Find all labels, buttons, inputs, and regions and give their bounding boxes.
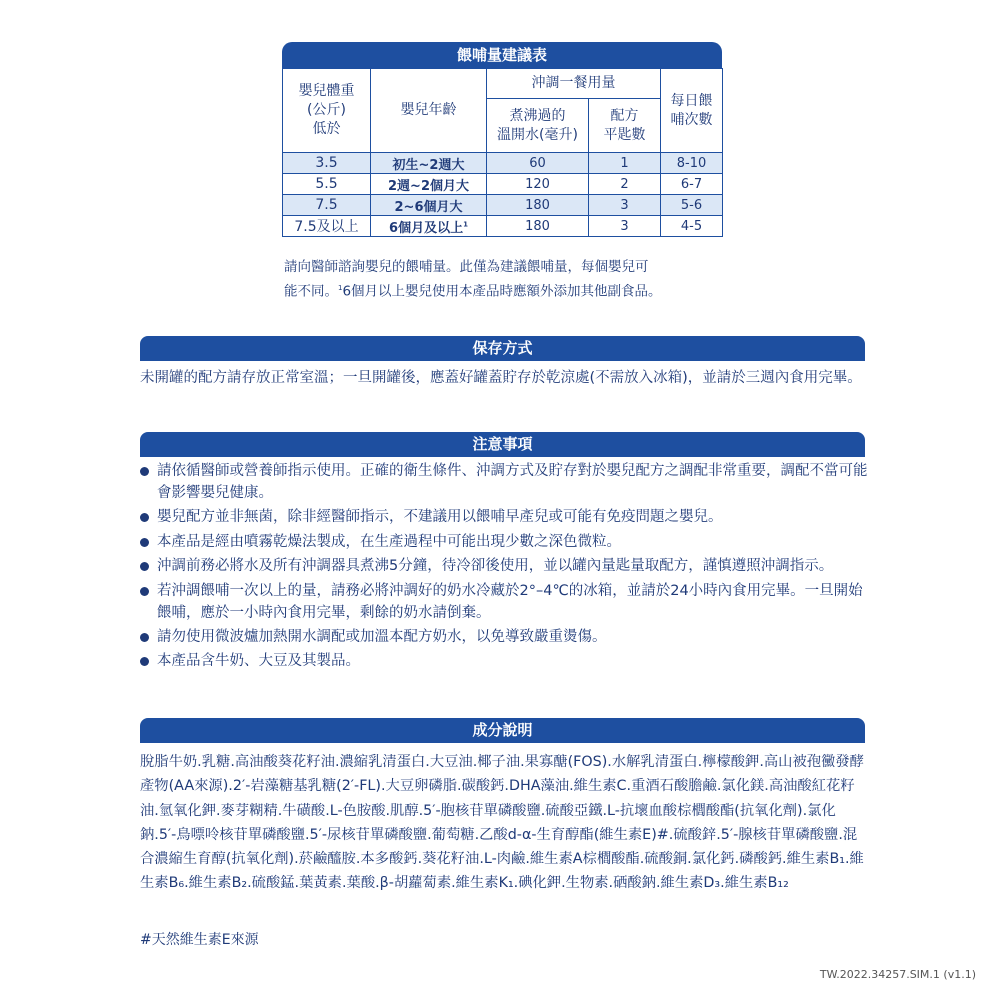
feeding-note: 請向醫師諮詢嬰兒的餵哺量。此僅為建議餵哺量，每個嬰兒可 能不同。$^1$6個月以上嬰兒使用本產品時應額外添加其他副食品。 (284, 259, 662, 300)
section-divider (140, 741, 865, 743)
section-divider (140, 455, 865, 457)
cell-age: 6個月及以上$^1$ (371, 216, 487, 237)
storage-section-title: 保存方式 (140, 336, 865, 360)
cell-age: 2~6個月大 (371, 195, 487, 216)
bullet-icon (140, 562, 149, 571)
bullet-icon (140, 587, 149, 596)
header-daily-feeds: 每日餵 哺次數 (661, 69, 723, 153)
cell-feeds: 6-7 (661, 174, 723, 195)
feeding-table-section (282, 42, 722, 237)
header-water: 煮沸過的 溫開水(毫升) (487, 99, 589, 153)
header-age: 嬰兒年齡 (371, 69, 487, 153)
list-item: 本產品含牛奶、大豆及其製品。 (140, 650, 868, 672)
cell-feeds: 5-6 (661, 195, 723, 216)
feeding-table-title: 餵哺量建議表 (282, 42, 722, 68)
cell-weight: 7.5及以上 (283, 216, 371, 237)
header-weight: 嬰兒體重 (公斤) 低於 (283, 69, 371, 153)
header-per-feed: 沖調一餐用量 (487, 69, 661, 99)
header-scoops: 配方 平匙數 (589, 99, 661, 153)
vitamin-e-footnote: #天然維生素E來源 (140, 932, 259, 948)
list-item: 請勿使用微波爐加熱開水調配或加溫本配方奶水，以免導致嚴重燙傷。 (140, 626, 868, 648)
cell-weight: 7.5 (283, 195, 371, 216)
cell-scoops: 3 (589, 195, 661, 216)
cell-age: 2週~2個月大 (371, 174, 487, 195)
cell-feeds: 4-5 (661, 216, 723, 237)
list-item: 若沖調餵哺一次以上的量，請務必將沖調好的奶水冷藏於2°–4℃的冰箱，並請於24小時內食用完畢。一旦開始餵哺，應於一小時內食用完畢，剩餘的奶水請倒棄。 (140, 580, 868, 624)
list-item: 嬰兒配方並非無菌，除非經醫師指示，不建議用以餵哺早產兒或可能有免疫問題之嬰兒。 (140, 506, 868, 528)
ingredients-section-title: 成分說明 (140, 718, 865, 742)
bullet-icon (140, 513, 149, 522)
bullet-icon (140, 467, 149, 476)
cell-water: 60 (487, 153, 589, 174)
notes-section-title: 注意事項 (140, 432, 865, 456)
bullet-icon (140, 633, 149, 642)
cell-feeds: 8-10 (661, 153, 723, 174)
feeding-table (282, 68, 723, 237)
cell-water: 180 (487, 216, 589, 237)
list-item: 本產品是經由噴霧乾燥法製成，在生產過程中可能出現少數之深色微粒。 (140, 531, 868, 553)
cell-weight: 5.5 (283, 174, 371, 195)
table-row (283, 174, 723, 195)
footnote-marker: 1 (463, 220, 468, 229)
cell-scoops: 2 (589, 174, 661, 195)
cell-age: 初生~2週大 (371, 153, 487, 174)
cell-water: 120 (487, 174, 589, 195)
cell-scoops: 1 (589, 153, 661, 174)
cell-weight: 3.5 (283, 153, 371, 174)
table-row (283, 153, 723, 174)
storage-text: 未開罐的配方請存放正常室溫；一旦開罐後，應蓋好罐蓋貯存於乾涼處(不需放入冰箱)，並請於三週內食用完畢。 (140, 370, 862, 386)
section-divider (140, 359, 865, 361)
table-row (283, 216, 723, 237)
table-row (283, 195, 723, 216)
ingredients-text: 脫脂牛奶.乳糖.高油酸葵花籽油.濃縮乳清蛋白.大豆油.椰子油.果寡醣(FOS).水解乳清蛋白.檸檬酸鉀.高山被孢黴發酵產物(AA來源).2′-岩藻糖基乳糖(2′-FL).大豆卵磷脂.碳酸鈣.DHA藻油.維生素C.重酒石酸膽鹼.氯化鎂.高油酸紅花籽油.氫氧化鉀.麥芽糊精.牛磺酸.L-色胺酸.肌醇.5′-胞核苷單磷酸鹽.硫酸亞鐵.L-抗壞血酸棕櫚酸酯(抗氧化劑).氯化鈉.5′-鳥嘌呤核苷單磷酸鹽.5′-尿核苷單磷酸鹽.葡萄糖.乙酸d-α-生育醇酯(維生素E)#.硫酸鋅.5′-腺核苷單磷酸鹽.混合濃縮生育醇(抗氧化劑).菸鹼醯胺.本多酸鈣.葵花籽油.L-肉鹼.維生素A棕櫚酸酯.硫酸銅.氯化鈣.磷酸鈣.維生素B₁.維生素B₆.維生素B₂.硫酸錳.葉黃素.葉酸.β-胡蘿蔔素.維生素K₁.碘化鉀.生物素.硒酸鈉.維生素D₃.維生素B₁₂ (140, 754, 864, 892)
list-item: 沖調前務必將水及所有沖調器具煮沸5分鐘，待冷卻後使用，並以罐內量匙量取配方，謹慎遵照沖調指示。 (140, 555, 868, 577)
cell-scoops: 3 (589, 216, 661, 237)
list-item: 請依循醫師或營養師指示使用。正確的衛生條件、沖調方式及貯存對於嬰兒配方之調配非常重要，調配不當可能會影響嬰兒健康。 (140, 460, 868, 504)
bullet-icon (140, 538, 149, 547)
cell-water: 180 (487, 195, 589, 216)
notes-list (140, 460, 868, 675)
document-code: TW.2022.34257.SIM.1 (v1.1) (819, 968, 976, 981)
bullet-icon (140, 657, 149, 666)
